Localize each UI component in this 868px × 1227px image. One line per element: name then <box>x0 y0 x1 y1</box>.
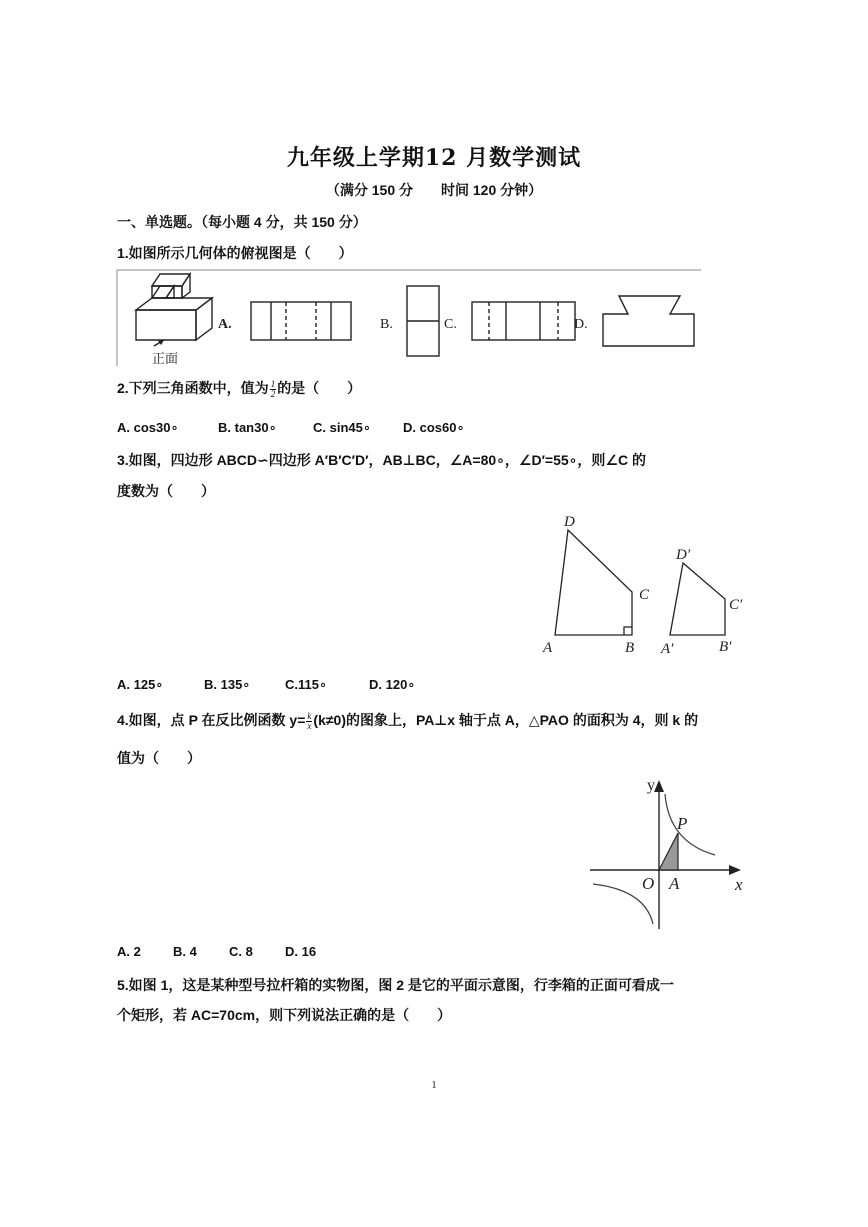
label-c-prime: C′ <box>729 597 743 613</box>
label-b-prime: B′ <box>719 639 732 655</box>
q4-option-b: B. 4 <box>173 944 197 959</box>
page-number: 1 <box>431 1080 437 1091</box>
q2-option-d: D. cos60∘ <box>403 420 465 435</box>
x-axis-arrow-icon <box>729 865 741 875</box>
fig-option-d: D. <box>574 317 588 332</box>
q4-option-d: D. 16 <box>285 944 317 959</box>
label-p: P <box>677 814 688 833</box>
q4-option-a: A. 2 <box>117 944 141 959</box>
q5-text-line1: 5.如图 1，这是某种型号拉杆箱的实物图，图 2 是它的平面示意图，行李箱的正面可看成一 <box>117 977 674 993</box>
label-d: D <box>564 514 575 530</box>
fig-option-c: C. <box>444 317 457 332</box>
q2-option-a: A. cos30∘ <box>117 420 179 435</box>
fraction: $\frac{1}{2}$ <box>270 378 276 399</box>
q1-text: 1.如图所示几何体的俯视图是（ ） <box>117 245 353 261</box>
q3-option-c: C.115∘ <box>285 677 328 692</box>
option-a-figure <box>251 302 351 340</box>
fig-option-a: A. <box>218 317 232 332</box>
q4-figure <box>585 772 755 932</box>
label-c: C <box>639 587 650 603</box>
q4-option-c: C. 8 <box>229 944 253 959</box>
solid-drawing <box>136 274 212 340</box>
quadrilateral-abcd-prime <box>670 563 725 635</box>
label-d-prime: D′ <box>676 547 691 563</box>
fig-option-b: B. <box>380 317 393 332</box>
option-d-figure <box>603 296 694 346</box>
q5-text-line2: 个矩形，若 AC=70cm，则下列说法正确的是（ ） <box>117 1007 452 1023</box>
fraction: $\frac{k}{x}$ <box>307 710 312 731</box>
q1-figure <box>114 268 704 368</box>
q4-text-line2: 值为（ ） <box>117 750 201 766</box>
right-angle-mark <box>624 627 632 635</box>
q3-option-b: B. 135∘ <box>204 677 251 692</box>
quadrilateral-abcd <box>555 530 632 635</box>
q2-option-c: C. sin45∘ <box>313 420 371 435</box>
q2-text: 2.下列三角函数中，值为 $\frac{1}{2}$ 的是（ ） <box>117 378 362 399</box>
triangle-pao <box>659 833 678 870</box>
section-heading: 一、单选题。（每小题 4 分，共 150 分） <box>117 214 367 230</box>
q2-option-b: B. tan30∘ <box>218 420 277 435</box>
page-title: 九年级上学期12 月数学测试 <box>286 145 582 171</box>
q3-option-d: D. 120∘ <box>369 677 416 692</box>
label-a-prime: A′ <box>661 641 674 657</box>
label-a: A <box>669 874 680 893</box>
label-o: O <box>642 874 655 893</box>
option-c-figure <box>472 302 575 340</box>
y-axis-arrow-icon <box>654 780 664 792</box>
q3-option-a: A. 125∘ <box>117 677 164 692</box>
q3-text-line1: 3.如图，四边形 ABCD∽四边形 A′B′C′D′，AB⊥BC，∠A=80∘，∠D′=55∘，则∠C 的 <box>117 452 646 468</box>
label-y: y <box>647 777 655 794</box>
label-b: B <box>625 640 635 656</box>
label-a: A <box>543 640 553 656</box>
page-subtitle: （满分 150 分 时间 120 分钟） <box>325 182 543 198</box>
q4-text-line1: 4.如图，点 P 在反比例函数 y= $\frac{k}{x}$ (k≠0)的图象上，PA⊥x 轴于点 A，△PAO 的面积为 4，则 k 的 <box>117 710 699 731</box>
option-b-figure <box>407 286 439 356</box>
front-label: 正面 <box>152 351 179 366</box>
q3-text-line2: 度数为（ ） <box>117 483 215 499</box>
label-x: x <box>735 875 743 894</box>
q3-figure <box>535 510 755 660</box>
